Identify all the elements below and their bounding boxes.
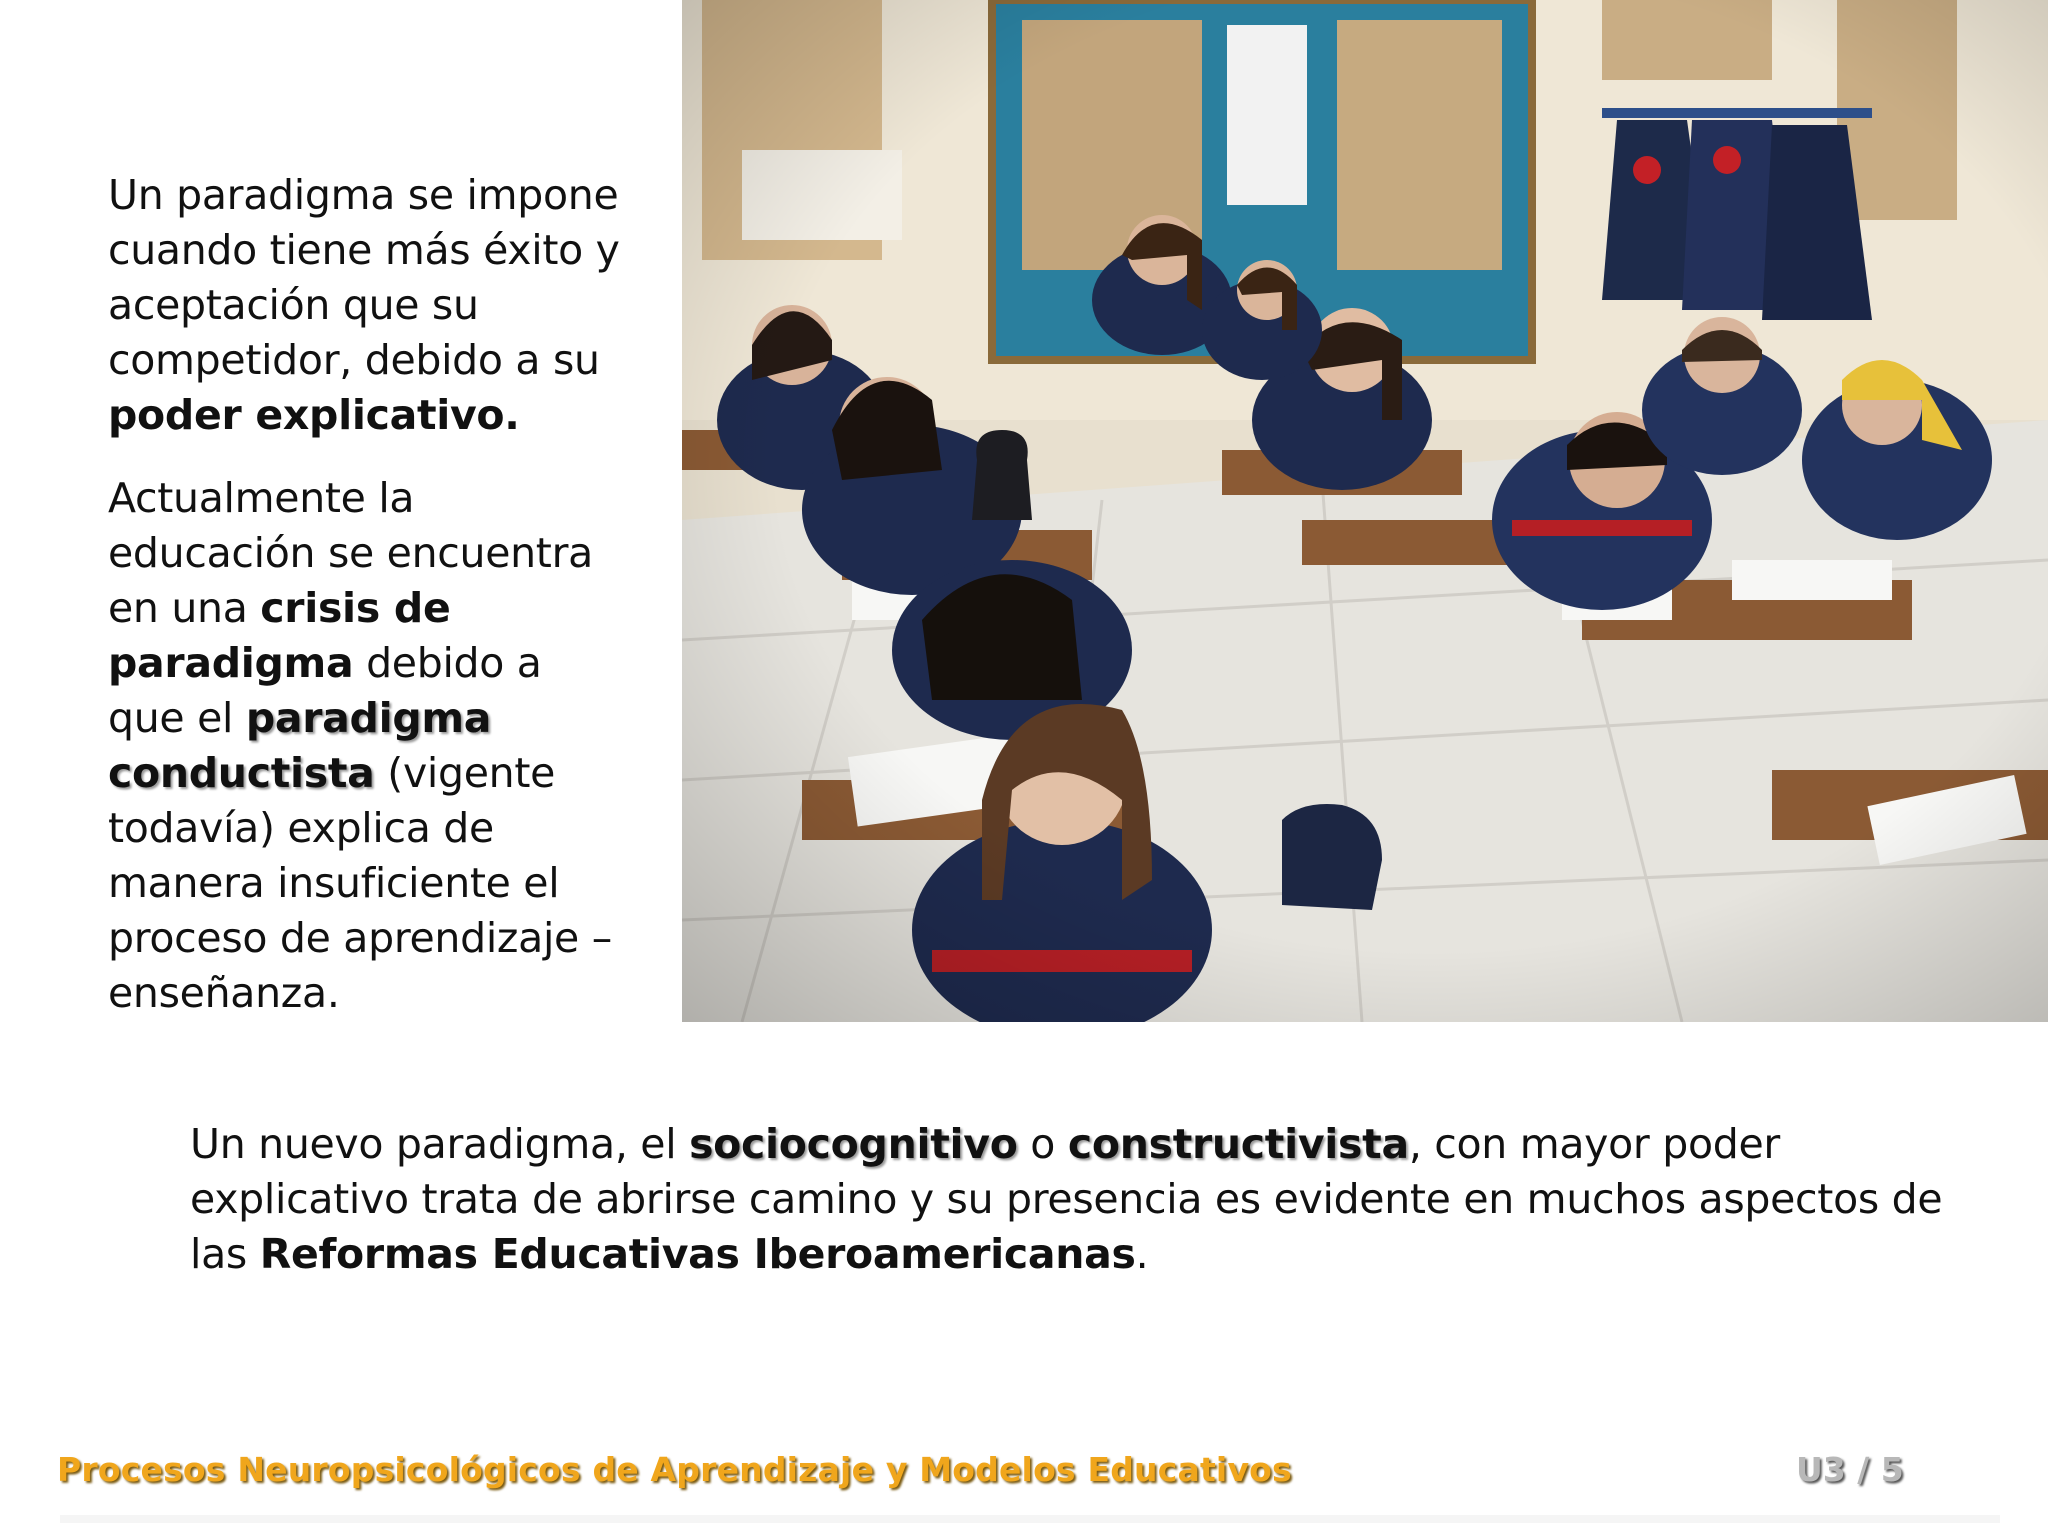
bold-shadow-text: paradigma conductista (108, 694, 492, 797)
text-segment: Actualmente la educación se encuentra en una (108, 474, 593, 632)
left-text-column (108, 168, 628, 1049)
bold-shadow-text: sociocognitivo (689, 1120, 1018, 1168)
text-segment: o (1017, 1120, 1068, 1168)
classroom-photo (682, 0, 2048, 1022)
footer-divider (60, 1515, 2000, 1523)
bottom-paragraph (190, 1117, 1990, 1282)
footer-course-title: Procesos Neuropsicológicos de Aprendizaje y Modelos Educativos (57, 1450, 1292, 1489)
text-segment: debido a que el (108, 639, 542, 742)
bold-text: crisis de paradigma (108, 584, 451, 687)
bold-shadow-text: constructivista (1067, 1120, 1409, 1168)
paragraph-paradigm-definition (108, 168, 628, 443)
bold-text: poder explicativo. (108, 391, 520, 439)
paragraph-paradigm-crisis (108, 471, 628, 1021)
text-segment: (vigente todavía) explica de manera insuficiente el proceso de aprendizaje – enseñanza. (108, 749, 612, 1017)
text-segment: Un paradigma se impone cuando tiene más éxito y aceptación que su competidor, debido a su (108, 171, 620, 384)
text-segment: Un nuevo paradigma, el (190, 1120, 690, 1168)
footer-page-indicator: U3 / 5 (1796, 1450, 1904, 1489)
text-segment: . (1135, 1230, 1149, 1278)
paragraph-new-paradigm (190, 1117, 1990, 1282)
text-segment: , con mayor poder explicativo trata de abrirse camino y su presencia es evidente en muchos aspectos de las (190, 1120, 1943, 1278)
bold-text: Reformas Educativas Iberoamericanas (259, 1230, 1136, 1278)
